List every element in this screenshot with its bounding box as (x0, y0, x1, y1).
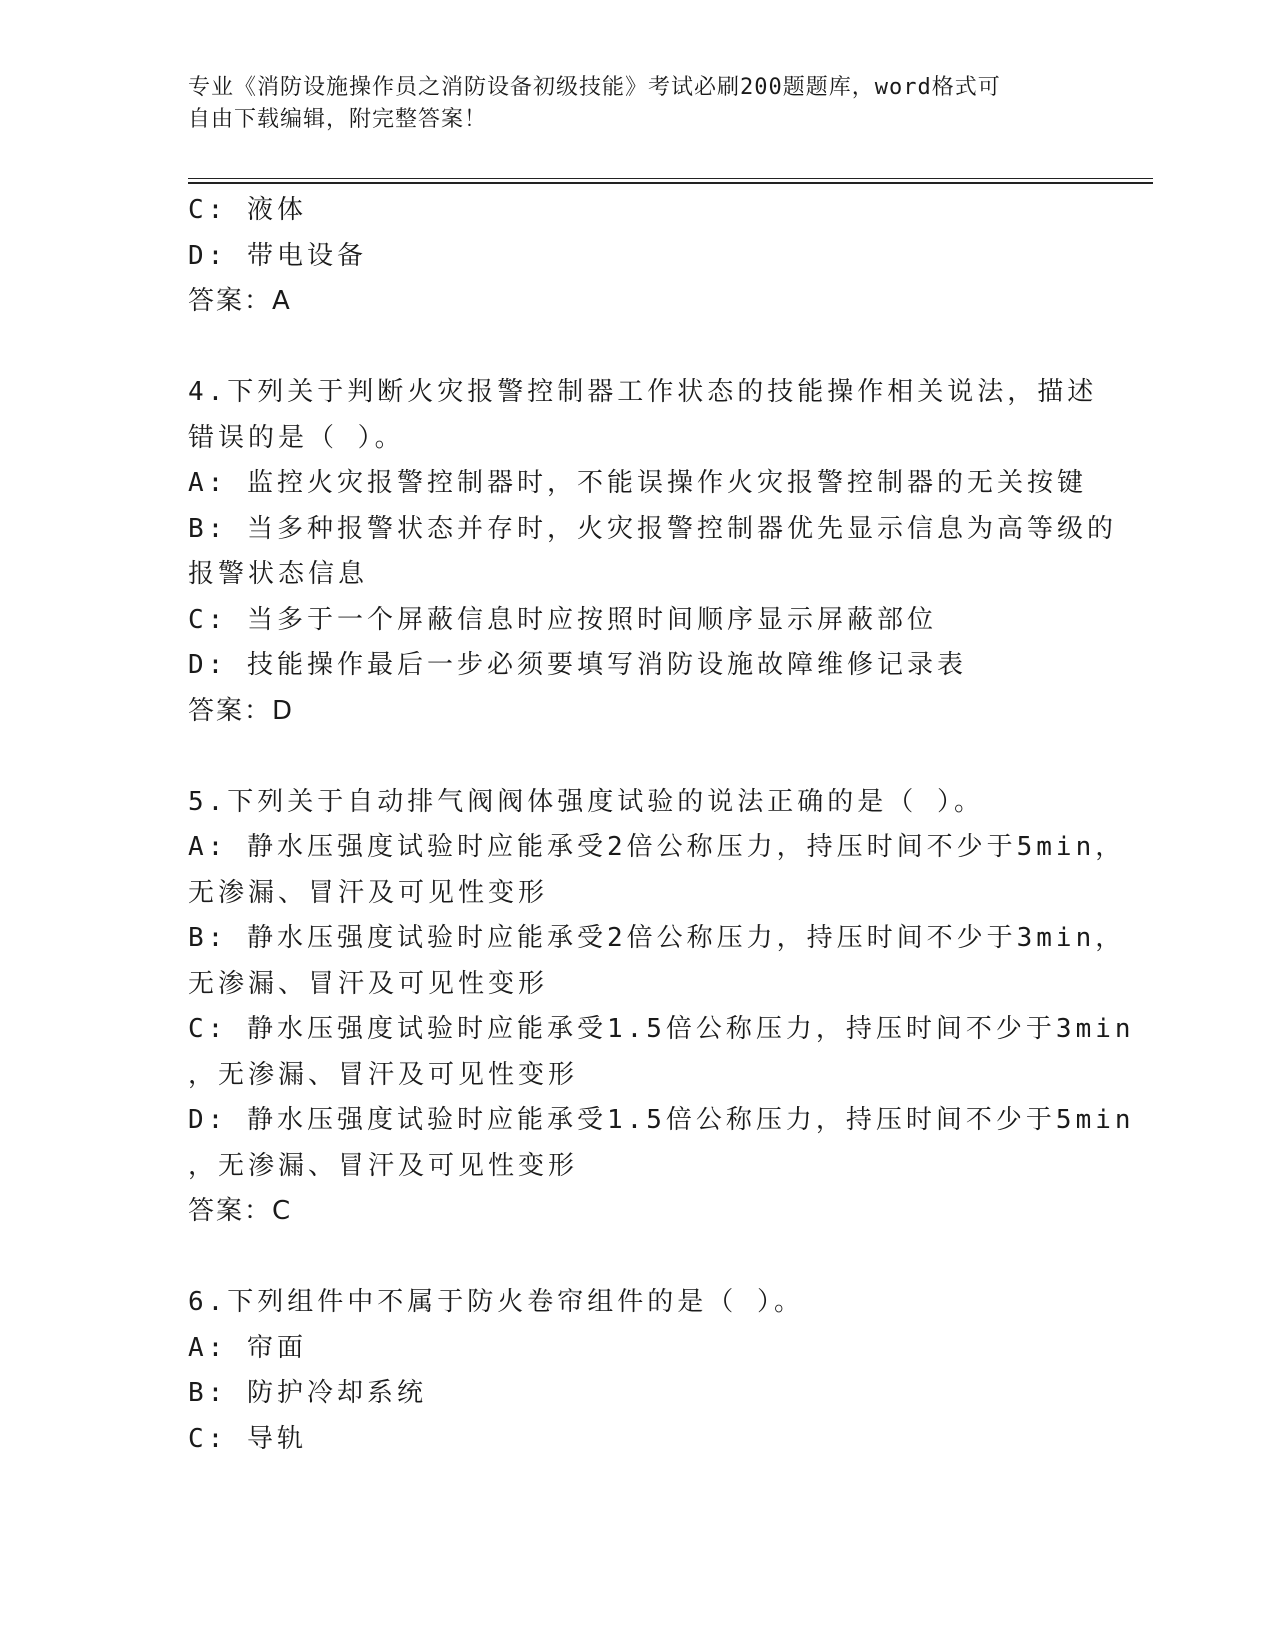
spacer (188, 325, 1088, 371)
spacer (188, 734, 1088, 780)
header-line-2: 自由下载编辑，附完整答案！ (188, 107, 488, 132)
q4-stem-line-2: 错误的是（ ）。 (188, 422, 405, 453)
q3-answer: 答案：A (188, 286, 292, 316)
q5-option-a-line-1: A: 静水压强度试验时应能承受2倍公称压力，持压时间不少于5min， (188, 832, 1126, 862)
q4-stem-line-1: 4.下列关于判断火灾报警控制器工作状态的技能操作相关说法，描述 (188, 377, 1098, 407)
q5-option-d-line-2: ，无渗漏、冒汗及可见性变形 (188, 1150, 579, 1181)
q5-option-b-line-1: B: 静水压强度试验时应能承受2倍公称压力，持压时间不少于3min， (188, 923, 1126, 953)
q6-option-c: C: 导轨 (188, 1423, 307, 1454)
q4-option-c: C: 当多于一个屏蔽信息时应按照时间顺序显示屏蔽部位 (188, 604, 937, 635)
header-rule-thin (188, 178, 1153, 179)
document-header (188, 72, 1088, 136)
q4-option-a: A: 监控火灾报警控制器时，不能误操作火灾报警控制器的无关按键 (188, 468, 1087, 498)
q6-option-a: A: 帘面 (188, 1332, 307, 1363)
q5-answer: 答案：C (188, 1196, 293, 1226)
q4-option-b-line-1: B: 当多种报警状态并存时，火灾报警控制器优先显示信息为高等级的 (188, 513, 1117, 544)
header-rule-thick (188, 182, 1153, 184)
question-content (188, 188, 1135, 1462)
q4-option-d: D: 技能操作最后一步必须要填写消防设施故障维修记录表 (188, 650, 967, 680)
q5-option-c-line-2: ，无渗漏、冒汗及可见性变形 (188, 1059, 579, 1090)
q5-option-b-line-2: 无渗漏、冒汗及可见性变形 (188, 968, 549, 999)
q5-option-c-line-1: C: 静水压强度试验时应能承受1.5倍公称压力，持压时间不少于3min (188, 1014, 1135, 1044)
q3-option-c: C: 液体 (188, 195, 307, 225)
q4-answer: 答案：D (188, 695, 295, 726)
q4-option-b-line-2: 报警状态信息 (188, 559, 369, 589)
header-line-1: 专业《消防设施操作员之消防设备初级技能》考试必刷200题题库，word格式可 (188, 75, 1001, 100)
q6-stem: 6.下列组件中不属于防火卷帘组件的是（ ）。 (188, 1287, 804, 1317)
q3-option-d: D: 带电设备 (188, 240, 367, 271)
q6-option-b: B: 防护冷却系统 (188, 1378, 427, 1408)
spacer (188, 1235, 1088, 1281)
q5-stem: 5.下列关于自动排气阀阀体强度试验的说法正确的是（ ）。 (188, 786, 984, 817)
q5-option-a-line-2: 无渗漏、冒汗及可见性变形 (188, 877, 549, 908)
q5-option-d-line-1: D: 静水压强度试验时应能承受1.5倍公称压力，持压时间不少于5min (188, 1105, 1135, 1135)
